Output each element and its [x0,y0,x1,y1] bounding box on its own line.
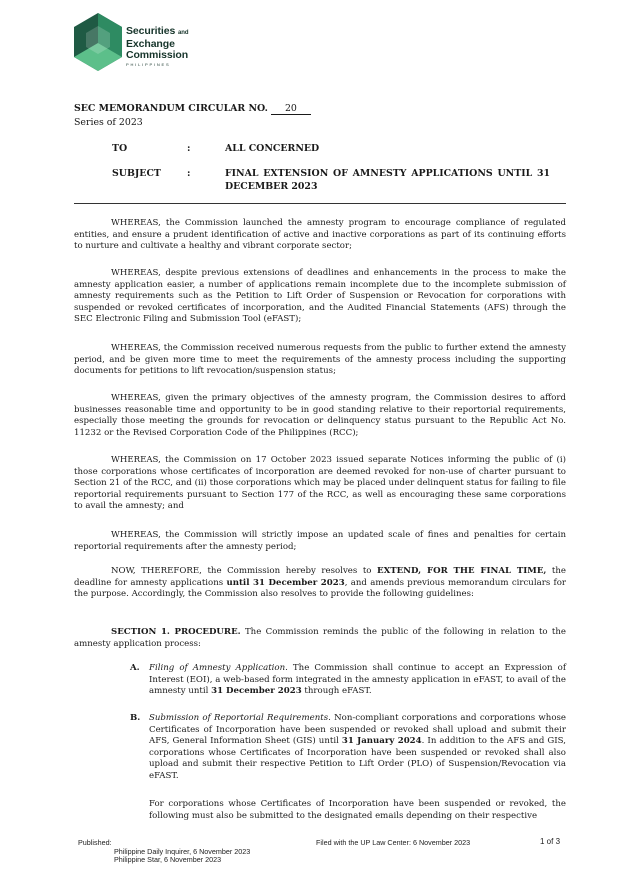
logo-line-2: Exchange [126,38,175,50]
resolution-text-c: the deadline for amnesty applications [74,566,566,588]
logo-line-1: Securities [126,25,176,37]
footer-published-label: Published: [78,838,112,847]
subject-label: SUBJECT [112,168,161,179]
whereas-5: WHEREAS, the Commission on 17 October 2023 issued separate Notices informing the public of (i) those corporations whose certificates of incorporation are deemed revoked for non-use of charter pursuant to Section 21 of the RCC, and (ii) those corporations which may be placed under delinquent status for failing to file reportorial requirements pursuant to Section 177 of the RCC, as well as encouraging these same corporations to avail the amnesty; and [74,455,566,511]
resolution-text-d: until 31 December 2023 [226,577,345,588]
item-a-title: Filing of Amnesty Application. [149,663,288,673]
whereas-6: WHEREAS, the Commission will strictly impose an updated scale of fines and penalties for certain reportorial requirements after the amnesty period; [74,530,566,552]
resolution-text-b: EXTEND, FOR THE FINAL TIME, [377,566,547,576]
subject-colon: : [187,168,191,179]
circular-label: SEC MEMORANDUM CIRCULAR NO. [74,103,268,114]
header-divider [74,203,566,204]
to-value: ALL CONCERNED [225,143,320,154]
item-a-text-2: through eFAST. [301,686,372,696]
item-b-title: Submission of Reportorial Requirements. [149,713,331,723]
resolution-text-e: , and amends previous memorandum circulars for the purpose. Accordingly, the Commission also resolves to provide the following guidelines: [74,577,566,599]
item-b-marker: B. [130,713,141,723]
footer-publication-1: Philippine Daily Inquirer, 6 November 2023 [114,847,251,856]
circular-series: Series of 2023 [74,117,143,128]
item-b-paragraph-2: For corporations whose Certificates of Incorporation have been suspended or revoked, the following must also be submitted to the designated emails depending on their respective [149,799,566,821]
section-1-paragraph [74,627,566,650]
item-b-date: 31 January 2024 [341,736,422,746]
item-a-text-1: The Commission shall continue to accept an Expression of Interest (EOI), a web-based form integrated in the amnesty application in eFAST, to avail of the amnesty until [149,663,566,696]
footer-page-number: 1 of 3 [540,837,561,846]
logo-line-1-small: and [178,30,189,36]
to-colon: : [187,143,191,154]
item-a-paragraph [149,663,566,698]
section-1-title: SECTION 1. PROCEDURE. [111,627,241,637]
item-b-text-1: Non-compliant corporations and corporations whose Certificates of Incorporation have been suspended or revoked shall upload and submit their AFS, General Information Sheet (GIS) until [149,713,566,746]
section-1-text: The Commission reminds the public of the following in relation to the amnesty application process: [74,627,566,649]
whereas-4: WHEREAS, given the primary objectives of the amnesty program, the Commission desires to afford businesses reasonable time and opportunity to be in good standing relative to their reportorial requirements, especially those meeting the grounds for revocation or delinquency status pursuant to the Republic Act No. 11232 or the Revised Corporation Code of the Philippines (RCC); [74,393,566,438]
circular-number [74,103,311,115]
circular-no-value: 20 [271,103,311,115]
logo-line-3: Commission [126,49,189,61]
whereas-1: WHEREAS, the Commission launched the amnesty program to encourage compliance of regulated entities, and ensure a prudent identification of active and inactive corporations as part of its continuing efforts to nurture and cultivate a healthy and vibrant corporate sector; [74,218,566,251]
resolution-paragraph [74,566,566,601]
to-label: TO [112,143,128,154]
footer-filed-notice: Filed with the UP Law Center: 6 November 2023 [316,838,471,847]
logo-wordmark [126,26,188,67]
item-a-date: 31 December 2023 [211,686,302,696]
item-b-paragraph [149,713,566,782]
footer-publication-2: Philippine Star, 6 November 2023 [114,855,222,864]
logo-line-4: PHILIPPINES [126,62,171,67]
whereas-3: WHEREAS, the Commission received numerous requests from the public to further extend the amnesty period, and be given more time to meet the requirements of the amnesty process including the supporting documents for petitions to lift revocation/suspension status; [74,343,566,376]
resolution-text-a: NOW, THEREFORE, the Commission hereby resolves to [111,566,378,576]
item-b-text-2: . In addition to the AFS and GIS, corporations whose Certificates of Incorporation have been suspended or revoked shall also upload and submit their respective Petition to Lift Order (PLO) of Suspension/Revocation via eFAST. [149,736,566,781]
subject-value: FINAL EXTENSION OF AMNESTY APPLICATIONS UNTIL 31 DECEMBER 2023 [225,168,550,192]
item-a-marker: A. [130,663,140,673]
whereas-2: WHEREAS, despite previous extensions of deadlines and enhancements in the process to make the amnesty application easier, a number of applications remain incomplete due to the incomplete submission of amnesty requirements such as the Petition to Lift Order of Suspension or Revocation for corporations with suspended or revoked certificates of incorporation, and the Audited Financial Statements (AFS) through the SEC Electronic Filing and Submission Tool (eFAST); [74,268,566,324]
